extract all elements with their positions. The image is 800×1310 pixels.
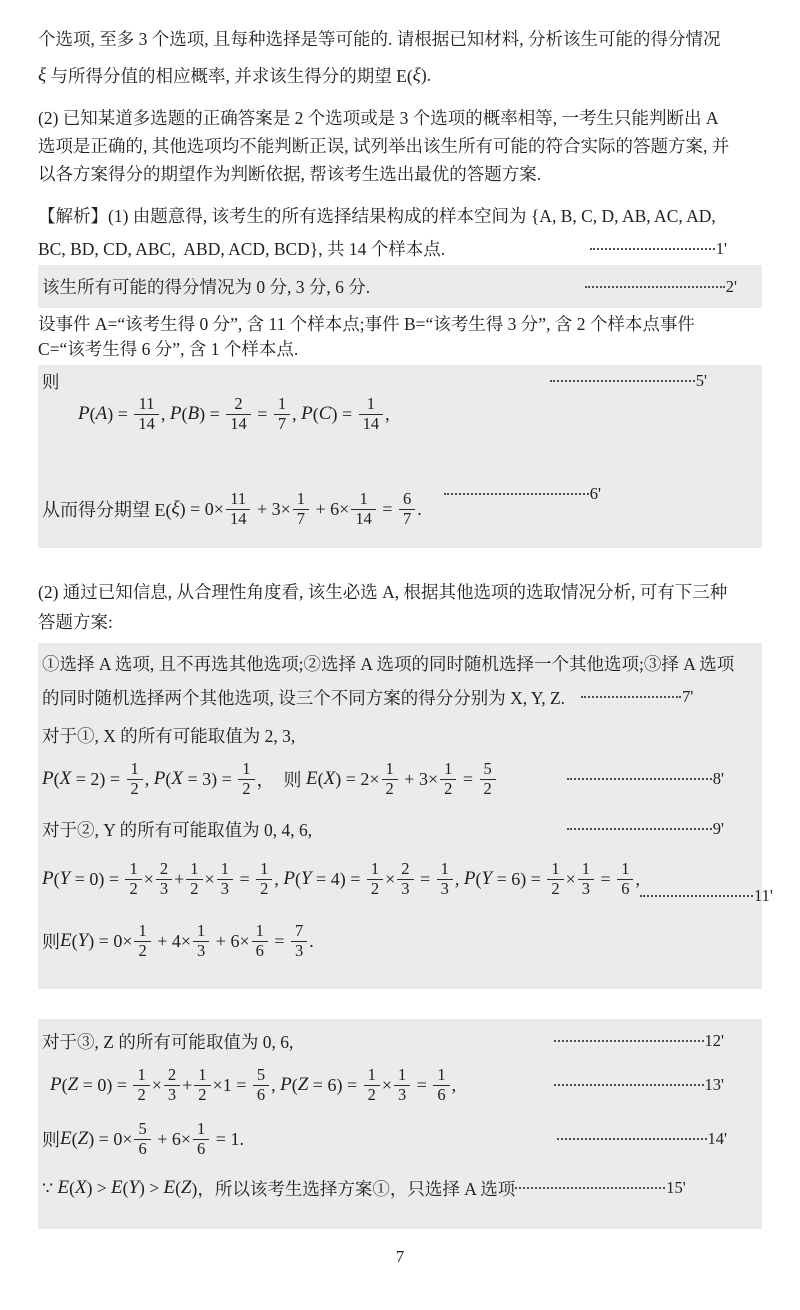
score-mark: 7' [682, 687, 694, 706]
text-run: = [377, 498, 397, 519]
fraction: $\frac{2}{3}$ [156, 860, 172, 898]
text-run: ( [317, 768, 324, 789]
text-run: , [160, 403, 170, 424]
dotted-leader [554, 1031, 724, 1051]
text-run: 与所得分值的相应概率, 并求该生得分的期望 E( [46, 66, 413, 86]
events-line-1 [38, 311, 762, 336]
text-run: BC, BD, CD, ABC, ABD, ACD, BCD}, 共 14 个样本点. [38, 239, 446, 259]
math-var: ξ [38, 64, 47, 86]
dotted-leader [444, 484, 601, 504]
text-run: = 1. [211, 1128, 244, 1149]
text-run: 则 [42, 932, 60, 952]
score-mark: 14' [707, 1129, 727, 1148]
text-run: ) = 0× [179, 498, 224, 519]
page-footer [38, 1247, 762, 1271]
dotted-leader [550, 371, 707, 391]
text-run: 则 [42, 371, 60, 392]
dotted-leader [554, 1075, 724, 1095]
text-run: ( [175, 1177, 181, 1198]
fraction: $\frac{5}{2}$ [480, 760, 496, 798]
fraction: $\frac{1}{3}$ [437, 860, 453, 898]
math-var: Z [297, 1074, 309, 1095]
fraction: $\frac{1}{14}$ [351, 490, 376, 528]
dotted-leader [640, 886, 773, 906]
plan3-prob-line [42, 1059, 762, 1111]
math-var: P [283, 868, 295, 889]
plan3-values-line [42, 1027, 762, 1055]
math-var: P [42, 768, 54, 789]
math-var: B [187, 403, 200, 424]
text-run: ( [61, 1074, 68, 1095]
text-run: ( [291, 1074, 298, 1095]
text-run: , [274, 868, 284, 889]
score-mark: 12' [704, 1031, 724, 1050]
expectation-formula-line [42, 483, 762, 535]
dotted-leader [557, 1129, 727, 1149]
events-line-2 [38, 336, 762, 361]
text-run: ( [71, 1128, 78, 1149]
math-var: Z [67, 1074, 79, 1095]
plan3-expectation-line [42, 1113, 762, 1165]
fraction: $\frac{1}{2}$ [364, 1066, 380, 1104]
dotted-leader [515, 1178, 685, 1198]
text-run: = [269, 930, 290, 951]
text-run: 对于②, Y 的所有可能取值为 0, 4, 6, [42, 819, 313, 840]
conclusion-line [42, 1173, 762, 1203]
text-run: ( [122, 1177, 129, 1198]
plan1-formula-line [42, 751, 762, 807]
text-run: + 6× [211, 930, 250, 951]
dotted-leader [567, 819, 724, 839]
text-run: 答题方案: [38, 611, 113, 632]
text-run: 的同时随机选择两个其他选项, 设三个不同方案的得分分别为 X, Y, Z. [42, 687, 566, 708]
fraction: $\frac{5}{6}$ [134, 1120, 150, 1158]
text-run: )，所以该考生选择方案①，只选择 A 选项 [191, 1178, 516, 1199]
math-var: Y [300, 868, 312, 889]
text-run: × [385, 868, 396, 889]
text-run: × [143, 868, 154, 889]
math-var: Y [128, 1177, 140, 1198]
text-run: ( [89, 403, 96, 424]
math-var: Y [59, 868, 71, 889]
text-run: ( [294, 868, 301, 889]
text-run: C=“该考生得 6 分”, 含 1 个样本点. [38, 339, 299, 359]
text-run: = [458, 768, 478, 789]
text-run: = [252, 403, 272, 424]
math-var: X [171, 768, 183, 789]
text-run: ( [165, 768, 172, 789]
events-paragraph [38, 311, 762, 361]
score-mark: 9' [712, 819, 724, 838]
fraction: $\frac{1}{2}$ [194, 1066, 210, 1104]
math-var: P [301, 403, 313, 424]
text-run: ) = [199, 403, 225, 424]
math-var: C [318, 403, 332, 424]
fraction: $\frac{1}{7}$ [274, 395, 290, 433]
text-run: 对于③, Z 的所有可能取值为 0, 6, [42, 1031, 294, 1052]
text-run: , [451, 1074, 457, 1095]
score-mark: 5' [695, 371, 707, 390]
math-var: E [60, 1128, 72, 1149]
plan2-expectation-line [42, 913, 762, 969]
fraction: $\frac{5}{6}$ [253, 1066, 269, 1104]
solution-page [0, 20, 800, 1271]
fraction: $\frac{1}{7}$ [293, 490, 309, 528]
fraction: $\frac{11}{14}$ [134, 395, 159, 433]
highlight-box-plans [38, 643, 773, 989]
text-run: = 6) = [308, 1074, 362, 1095]
question2-line-1 [38, 103, 762, 131]
text-run: × [204, 868, 215, 889]
highlight-box-probabilities [38, 365, 762, 548]
math-var: X [59, 768, 72, 789]
text-run: ) > [86, 1177, 112, 1198]
text-run: ×1 = [212, 1074, 251, 1095]
text-run: ( [53, 868, 60, 889]
math-var: Z [77, 1128, 89, 1149]
fraction: $\frac{1}{2}$ [256, 860, 272, 898]
fraction: $\frac{1}{14}$ [359, 395, 384, 433]
text-run: 则 [42, 1130, 60, 1150]
math-var: P [42, 868, 54, 889]
text-run: ) = [107, 403, 133, 424]
fraction: $\frac{6}{7}$ [399, 490, 415, 528]
text-run: 对于①, X 的所有可能取值为 2, 3, [42, 725, 296, 746]
dotted-leader [590, 239, 727, 259]
math-var: P [169, 403, 182, 424]
fraction: $\frac{1}{2}$ [186, 860, 202, 898]
score-mark: 2' [725, 276, 737, 296]
plan-intro-paragraph [38, 576, 762, 636]
math-var: ξ [412, 64, 421, 86]
plan-intro-line-2 [38, 606, 762, 636]
text-run: , [292, 403, 302, 424]
fraction: $\frac{1}{3}$ [193, 922, 209, 960]
text-run: 选项是正确的, 其他选项均不能判断正误, 试列举出该生所有可能的符合实际的答题方案, 并 [38, 135, 730, 156]
text-run: ) > [139, 1177, 164, 1198]
text-run: + 6× [152, 1128, 192, 1149]
text-run: ). [420, 65, 432, 85]
dotted-leader [581, 687, 693, 707]
dotted-leader [585, 277, 737, 297]
score-mark: 13' [704, 1075, 724, 1094]
math-var: E [57, 1177, 70, 1198]
math-var: P [463, 868, 476, 889]
question2-paragraph [38, 103, 762, 187]
text-run: = 0) = [78, 1074, 132, 1095]
text-run: + 4× [152, 930, 192, 951]
fraction: $\frac{1}{3}$ [578, 860, 594, 898]
math-var: E [60, 930, 72, 951]
math-var: Y [481, 868, 493, 889]
text-run: ) = 0× [88, 930, 133, 951]
math-var: X [323, 768, 336, 789]
text-run: = [415, 868, 435, 889]
fraction: $\frac{1}{2}$ [440, 760, 456, 798]
text-run: , [271, 1074, 281, 1095]
text-run: , [385, 403, 390, 424]
score-mark: 15' [666, 1178, 686, 1197]
text-run: + 6× [311, 498, 350, 519]
intro-line-1 [38, 20, 762, 57]
plan-intro-line-1 [38, 576, 762, 606]
text-run: = [412, 1074, 432, 1095]
plan2-prob-line [42, 851, 773, 907]
plan1-values-line [42, 721, 762, 749]
text-run: ( [69, 1177, 75, 1198]
fraction: $\frac{1}{3}$ [217, 860, 233, 898]
highlight-box-score [38, 265, 762, 308]
fraction: $\frac{1}{2}$ [134, 922, 150, 960]
fraction: $\frac{1}{2}$ [238, 760, 254, 798]
text-run: = 3) = [182, 768, 237, 789]
fraction: $\frac{1}{6}$ [433, 1066, 449, 1104]
text-run: + 3× [252, 498, 291, 519]
text-run: , [144, 768, 154, 789]
plans-line-2 [42, 683, 762, 711]
score-mark: 11' [753, 886, 773, 905]
math-var: E [111, 1177, 123, 1198]
text-run: ( [312, 403, 319, 424]
question2-line-3 [38, 159, 762, 187]
analysis-line-1 [38, 199, 762, 232]
text-run: 设事件 A=“该考生得 0 分”, 含 11 个样本点;事件 B=“该考生得 3 分”, 含 2 个样本点事件 [38, 314, 695, 334]
text-run: ) = [331, 403, 357, 424]
fraction: $\frac{1}{2}$ [547, 860, 563, 898]
fraction: $\frac{1}{6}$ [617, 860, 633, 898]
fraction: $\frac{1}{2}$ [133, 1066, 149, 1104]
fraction: $\frac{1}{2}$ [367, 860, 383, 898]
text-run: . [417, 498, 422, 519]
math-var: Z [180, 1177, 192, 1198]
text-run: ， 则 [256, 770, 307, 790]
math-var: ξ [171, 498, 180, 519]
text-run: 个选项, 至多 3 个选项, 且每种选择是等可能的. 请根据已知材料, 分析该生可能的得分情况 [38, 29, 721, 49]
text-run: . [309, 930, 314, 951]
prob-formula-line [42, 389, 762, 439]
text-run: 【解析】(1) 由题意得, 该考生的所有选择结果构成的样本空间为 {A, B, C, D, AB, AC, AD, [38, 206, 716, 226]
text-run: 以各方案得分的期望作为判断依据, 帮该考生选出最优的答题方案. [38, 163, 542, 184]
score-note-line [42, 273, 762, 301]
text-run: + 3× [399, 768, 439, 789]
text-run: = [234, 868, 255, 889]
question2-line-2 [38, 131, 762, 159]
score-mark: 8' [712, 769, 724, 788]
score-mark: 1' [715, 238, 727, 258]
fraction: $\frac{7}{3}$ [291, 922, 307, 960]
score-mark: 6' [589, 484, 601, 503]
highlight-box-plan3 [38, 1019, 762, 1229]
plan2-values-line [42, 815, 762, 843]
fraction: $\frac{11}{14}$ [226, 490, 251, 528]
text-run: ( [475, 868, 482, 889]
math-var: P [153, 768, 166, 789]
fraction: $\frac{1}{6}$ [193, 1120, 209, 1158]
text-run: (2) 通过已知信息, 从合理性角度看, 该生必选 A, 根据其他选项的选取情况分析, 可有下三种 [38, 581, 728, 602]
text-run: = 6) = [492, 868, 546, 889]
fraction: $\frac{1}{3}$ [394, 1066, 410, 1104]
text-run: , [454, 868, 464, 889]
text-run: (2) 已知某道多选题的正确答案是 2 个选项或是 3 个选项的概率相等, 一考生只能判断出 A [38, 107, 719, 128]
text-run: 从而得分期望 E( [42, 500, 172, 520]
text-run: × [565, 868, 576, 889]
text-run: ) = 0× [88, 1128, 133, 1149]
text-run: + [174, 868, 185, 889]
text-run: + [182, 1074, 193, 1095]
intro-paragraph [38, 20, 762, 94]
text-run: ∵ [42, 1177, 58, 1198]
fraction: $\frac{1}{6}$ [252, 922, 268, 960]
math-var: P [50, 1074, 62, 1095]
math-var: P [78, 403, 90, 424]
text-run: = 4) = [311, 868, 365, 889]
dotted-leader [567, 769, 724, 789]
fraction: $\frac{2}{3}$ [397, 860, 413, 898]
fraction: $\frac{1}{2}$ [382, 760, 398, 798]
text-run: 该生所有可能的得分情况为 0 分, 3 分, 6 分. [42, 277, 371, 297]
math-var: Y [77, 930, 89, 951]
math-var: E [306, 768, 318, 789]
fraction: $\frac{1}{2}$ [127, 760, 143, 798]
math-var: A [95, 403, 108, 424]
text-run: ①选择 A 选项, 且不再选其他选项;②选择 A 选项的同时随机选择一个其他选项;③择 A 选项 [42, 653, 735, 674]
text-run: × [151, 1074, 162, 1095]
fraction: $\frac{2}{14}$ [226, 395, 251, 433]
text-run: × [381, 1074, 392, 1095]
text-run: ) = 2× [335, 768, 380, 789]
text-run: = 0) = [70, 868, 124, 889]
fraction: $\frac{2}{3}$ [164, 1066, 180, 1104]
text-run: ( [181, 403, 188, 424]
analysis-paragraph [38, 199, 762, 265]
plans-line-1 [42, 649, 762, 677]
intro-line-2 [38, 57, 762, 94]
text-run: = [596, 868, 616, 889]
analysis-line-2 [38, 232, 762, 265]
math-var: P [280, 1074, 292, 1095]
text-run: = 2) = [71, 768, 125, 789]
text-run: ( [71, 930, 78, 951]
fraction: $\frac{1}{2}$ [125, 860, 141, 898]
text-run: , [635, 868, 640, 889]
math-var: E [163, 1177, 176, 1198]
text-run: ( [53, 768, 60, 789]
page-number: 7 [395, 1247, 405, 1266]
math-var: X [74, 1177, 87, 1198]
